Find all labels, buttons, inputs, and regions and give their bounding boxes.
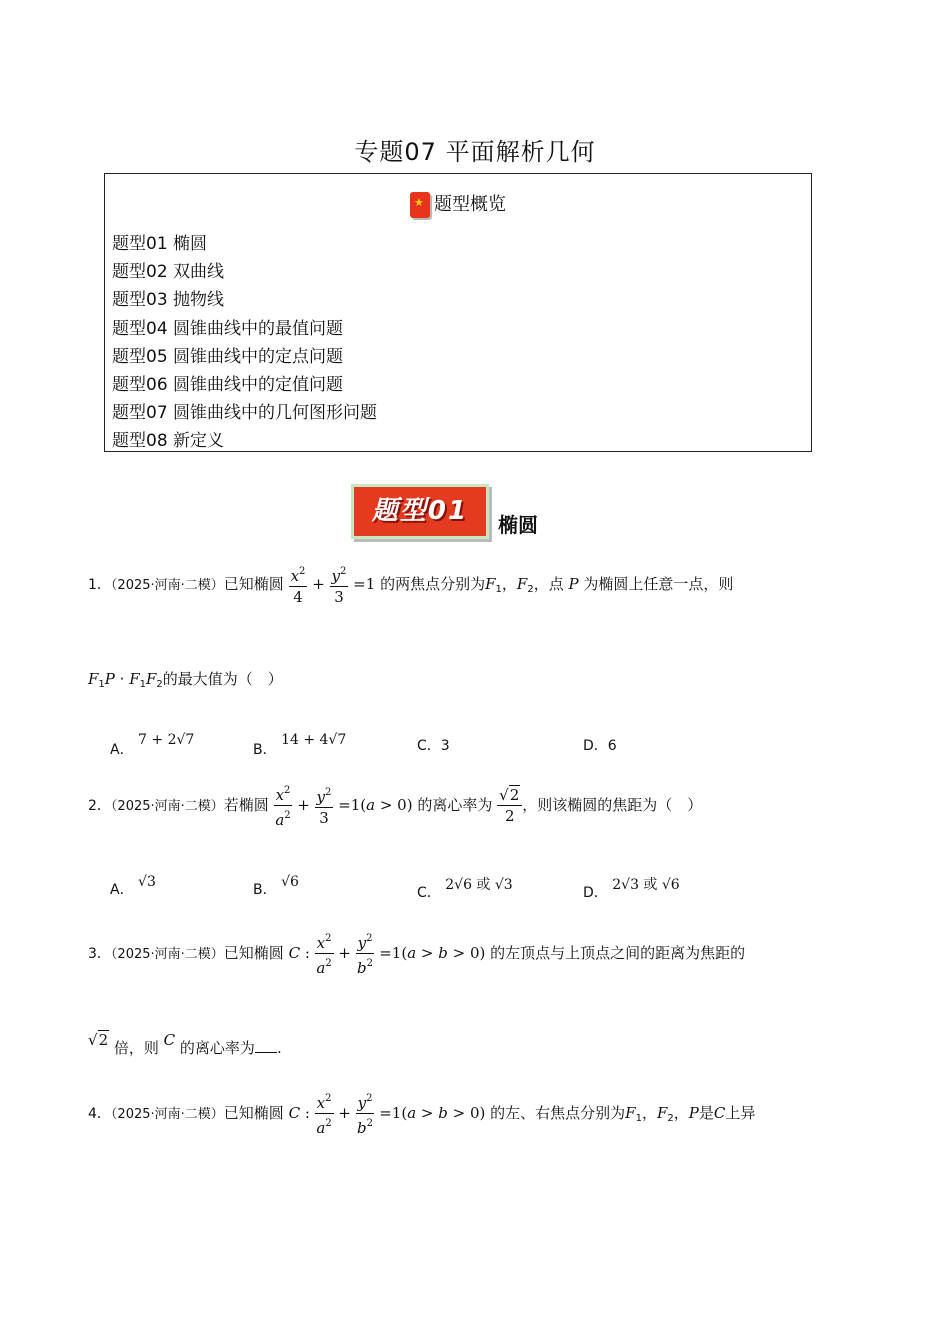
formula-fraction: $\frac{y^2}{b^2}$	[356, 929, 375, 978]
document-title: 专题07 平面解析几何	[354, 138, 596, 166]
question-text: 为椭圆上任意一点，则	[583, 575, 734, 593]
overview-item: 题型03 抛物线	[112, 290, 225, 311]
option-label: A．	[110, 742, 134, 758]
question-source: （2025·河南·二模）	[110, 578, 224, 593]
book-icon	[410, 192, 430, 218]
question-text: 的左顶点与上顶点之间的距离为焦距的	[490, 944, 746, 962]
question-text: ，则该椭圆的焦距为（ ）	[522, 796, 703, 814]
option-d[interactable]	[583, 874, 680, 902]
formula-fraction: $\frac{y^2}{3}$	[315, 783, 334, 828]
formula-fraction: $\frac{y^2}{3}$	[330, 562, 349, 607]
overview-item: 题型05 圆锥曲线中的定点问题	[112, 346, 344, 367]
question-number: 1．	[88, 577, 111, 593]
option-value: 7 + 2√7	[138, 732, 195, 748]
formula-fraction: $\frac{x^2}{a^2}$	[315, 929, 334, 978]
overview-item: 题型07 圆锥曲线中的几何图形问题	[112, 403, 378, 424]
question-2: 2．（2025·河南·二模）若椭圆 $\frac{x^2}{a^2}$ + $\frac{y^2}{3}$ =1(a > 0) 的离心率为 $\frac{√2}{2}$ ，则该椭圆的焦距为（ ）	[88, 781, 702, 830]
question-1: 1．（2025·河南·二模）已知椭圆 $\frac{x^2}{4}$ + $\frac{y^2}{3}$ =1 的两焦点分别为$F_1$，$F_2$，点 P 为椭圆上任意一点，则	[88, 562, 733, 607]
question-text: 的离心率为	[179, 1039, 255, 1057]
question-text: ，点	[533, 575, 564, 593]
formula-fraction: $\frac{y^2}{b^2}$	[356, 1089, 375, 1138]
question-text: 已知椭圆	[223, 944, 284, 962]
question-text: 倍，则	[113, 1039, 159, 1057]
question-3-continued: √2 倍，则 C 的离心率为 .	[88, 1031, 282, 1057]
question-number: 2．	[88, 798, 111, 814]
overview-list	[112, 230, 377, 456]
section-title: 椭圆	[498, 513, 538, 537]
option-b[interactable]	[253, 874, 299, 899]
question-number: 3．	[88, 946, 111, 962]
option-value: 2√3 或 √6	[612, 877, 680, 893]
question-4: 4．（2025·河南·二模）已知椭圆 C : $\frac{x^2}{a^2}$ + $\frac{y^2}{b^2}$ =1(a > b > 0) 的左、右焦点分别为$F_1$，$F_2$，P是C上异	[88, 1089, 755, 1138]
option-value: 2√6 或 √3	[445, 877, 513, 893]
question-number: 4．	[88, 1106, 111, 1122]
overview-item: 题型01 椭圆	[112, 234, 208, 254]
option-value: 6	[607, 738, 617, 754]
option-label: B．	[253, 882, 277, 898]
question-text: 已知椭圆	[223, 1104, 284, 1122]
question-text: .	[276, 1039, 282, 1057]
option-a[interactable]	[110, 732, 194, 759]
overview-header	[105, 190, 811, 218]
option-label: D．	[583, 885, 608, 901]
option-value: √6	[281, 874, 299, 890]
option-label: D．	[583, 738, 608, 754]
option-a[interactable]	[110, 874, 156, 899]
option-value: 3	[440, 738, 450, 754]
option-label: C．	[417, 738, 441, 754]
question-1-continued: $F_1P \cdot F_1F_2$的最大值为（ ）	[88, 670, 283, 690]
option-label: C．	[417, 885, 441, 901]
question-text: 是	[698, 1104, 714, 1122]
question-text: 若椭圆	[223, 796, 269, 814]
option-value: √3	[138, 874, 156, 890]
question-3: 3．（2025·河南·二模）已知椭圆 C : $\frac{x^2}{a^2}$ + $\frac{y^2}{b^2}$ =1(a > b > 0) 的左顶点与上顶点之间的距离为焦距的	[88, 929, 745, 978]
answer-blank[interactable]	[255, 1052, 277, 1053]
question-source: （2025·河南·二模）	[110, 1107, 224, 1122]
section-badge: 题型01	[351, 484, 489, 539]
overview-box	[104, 173, 812, 452]
question-source: （2025·河南·二模）	[110, 799, 224, 814]
overview-item: 题型04 圆锥曲线中的最值问题	[112, 318, 344, 339]
option-c[interactable]	[417, 874, 513, 902]
question-text: 的左、右焦点分别为	[490, 1104, 626, 1122]
overview-item: 题型06 圆锥曲线中的定值问题	[112, 374, 344, 395]
formula-fraction: $\frac{x^2}{a^2}$	[274, 781, 293, 830]
formula-fraction: $\frac{x^2}{a^2}$	[315, 1089, 334, 1138]
overview-item: 题型08 新定义	[112, 431, 225, 452]
question-text: 的两焦点分别为	[380, 575, 486, 593]
formula-fraction: $\frac{x^2}{4}$	[289, 562, 308, 607]
option-label: B．	[253, 742, 277, 758]
question-text: 的最大值为（ ）	[162, 670, 283, 688]
question-source: （2025·河南·二模）	[110, 947, 224, 962]
option-label: A．	[110, 882, 134, 898]
question-text: 已知椭圆	[223, 575, 284, 593]
question-text: 的离心率为	[417, 796, 493, 814]
option-c[interactable]	[417, 735, 450, 755]
formula-fraction: $\frac{√2}{2}$	[497, 785, 522, 826]
option-d[interactable]	[583, 735, 617, 755]
overview-heading: 题型概览	[434, 194, 506, 215]
option-b[interactable]	[253, 732, 346, 759]
question-text: 上异	[725, 1104, 756, 1122]
overview-item: 题型02 双曲线	[112, 262, 225, 283]
question-text: ，	[641, 1104, 657, 1122]
option-value: 14 + 4√7	[281, 732, 347, 748]
